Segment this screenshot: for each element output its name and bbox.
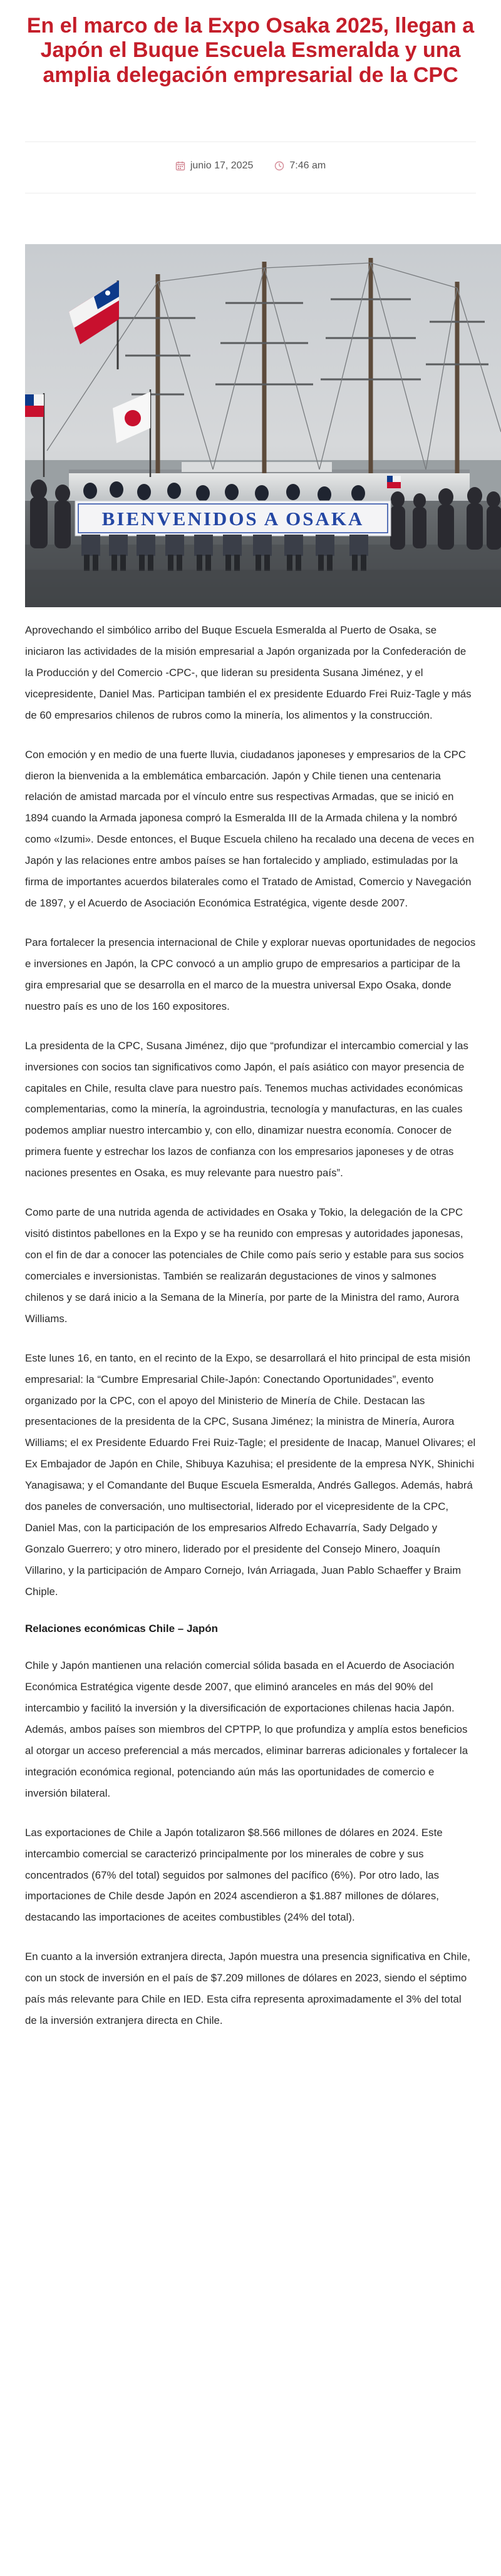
meta-divider-top: [25, 141, 476, 142]
time-meta: [274, 160, 326, 172]
welcome-banner: [75, 501, 391, 536]
time-text: 7:46 am: [289, 160, 326, 171]
section-heading: Relaciones económicas Chile – Japón: [25, 1622, 219, 1634]
paragraph-4: La presidenta de la CPC, Susana Jiménez, dijo que “profundizar el intercambio comercial y las inversiones con socios tan significativos como Japón, el país asiático con mayor presencia de capitales en Chile, resulta clave para nuestro país. Tenemos muchas actividades económicas complementarias, como la minería, la agroindustria, tecnología y manufacturas, en las cuales podemos ampliar nuestro intercambio y, con ello, dinamizar nuestra economía. Conocer de primera fuente y estrechar los lazos de confianza con los empresarios japoneses y de otras naciones presentes en Osaka, es muy relevante para nuestro país”.: [25, 1039, 468, 1179]
paragraph-8: Las exportaciones de Chile a Japón totalizaron $8.566 millones de dólares en 2024. Este intercambio comercial se caracterizó principalmente por los minerales de cobre y sus concentrados (67% del total) seguidos por salmones del pacífico (6%). Por otro lado, las importaciones de Chile desde Japón en 2024 ascendieron a $1.887 millones de dólares, destacando las importaciones de aceites combustibles (24% del total).: [25, 1826, 443, 1924]
article-meta: [25, 160, 476, 172]
chile-flag-right: [387, 476, 401, 488]
calendar-icon: [175, 161, 185, 171]
paragraph-6: Este lunes 16, en tanto, en el recinto de la Expo, se desarrollará el hito principal de esta misión empresarial: la “Cumbre Empresarial Chile-Japón: Conectando Oportunidades”, evento organizado por la CPC, con el apoyo del Ministerio de Minería de Chile. Destacan las presentaciones de la presidenta de la CPC, Susana Jiménez; la ministra de Minería, Aurora Williams; el ex Presidente Eduardo Frei Ruiz-Tagle; el presidente de Inacap, Manuel Olivares; el Ex Embajador de Japón en Chile, Shibuya Kazuhisa; el presidente de la empresa NYK, Shinichi Yanagisawa; y el Comandante del Buque Escuela Esmeralda, Andrés Gallegos. Además, habrá dos paneles de conversación, uno multisectorial, liderado por el vicepresidente de la CPC, Daniel Mas, con la participación de los empresarios Alfredo Echavarría, Sady Delgado y Gonzalo Guerrero; y otro minero, liderado por el presidente del Consejo Minero, Joaquín Villarino, y la participación de Amparo Cornejo, Iván Arriagada, Juan Pablo Schaeffer y Braim Chiple.: [25, 1352, 476, 1598]
paragraph-2: Con emoción y en medio de una fuerte lluvia, ciudadanos japoneses y empresarios de la CPC dieron la bienvenida a la emblemática embarcación. Japón y Chile tienen una centenaria relación de amistad marcada por el vínculo entre sus respectivas Armadas, que se inició en 1894 cuando la Armada japonesa compró la Esmeralda III de la Armada chilena y la nombró como «Izumi». Desde entonces, el Buque Escuela chileno ha recalado una decena de veces en Japón y las relaciones entre ambos países se han fortalecido y ampliado, estimuladas por la firma de importantes acuerdos bilaterales como el Tratado de Amistad, Comercio y Navegación de 1897, y el Acuerdo de Asociación Económica Estratégica, vigente desde 2007.: [25, 748, 475, 910]
paragraph-1: Aprovechando el simbólico arribo del Buque Escuela Esmeralda al Puerto de Osaka, se iniciaron las actividades de la misión empresarial a Japón organizada por la Confederación de la Producción y del Comercio -CPC-, que lideran su presidenta Susana Jiménez, y el vicepresidente, Daniel Mas. Participan también el ex presidente Eduardo Frei Ruiz-Tagle y más de 60 empresarios chilenos de rubros como la minería, los alimentos y la construcción.: [25, 624, 472, 721]
paragraph-5: Como parte de una nutrida agenda de actividades en Osaka y Tokio, la delegación de la CPC visitó distintos pabellones en la Expo y se ha reunido con empresas y autoridades japonesas, con el fin de dar a conocer las potenciales de Chile como país serio y estable para sus socios comerciales e inversionistas. También se realizarán degustaciones de vinos y salmones chilenos y se dará inicio a la Semana de la Minería, por parte de la Ministra del ramo, Aurora Williams.: [25, 1206, 464, 1325]
banner-text: BIENVENIDOS A OSAKA: [101, 508, 364, 530]
article-title: En el marco de la Expo Osaka 2025, llegan a Japón el Buque Escuela Esmeralda y una amplia delegación empresarial de la CPC: [26, 14, 475, 87]
clock-icon: [274, 161, 284, 171]
hero-image: [25, 244, 501, 607]
article-body: [25, 620, 476, 2050]
date-link[interactable]: junio 17, 2025: [190, 160, 254, 171]
date-meta: [175, 160, 254, 172]
paragraph-7: Chile y Japón mantienen una relación comercial sólida basada en el Acuerdo de Asociación Económica Estratégica vigente desde 2007, que eliminó aranceles en más del 90% del intercambio y facilitó la inversión y la diversificación de exportaciones chilenas hacia Japón. Además, ambos países son miembros del CPTPP, lo que profundiza y amplía estos beneficios al otorgar un acceso preferencial a más mercados, eliminar barreras adicionales y fortalecer la integración económica regional, potenciando aún más las oportunidades de comercio e inversión bilateral.: [25, 1660, 468, 1799]
paragraph-9: En cuanto a la inversión extranjera directa, Japón muestra una presencia significativa en Chile, con un stock de inversión en el país de $7.209 millones de dólares en 2023, siendo el séptimo país más relevante para Chile en IED. Esta cifra representa aproximadamente el 3% del total de la inversión extranjera directa en Chile.: [25, 1951, 470, 2027]
paragraph-3: Para fortalecer la presencia internacional de Chile y explorar nuevas oportunidades de negocios e inversiones en Japón, la CPC convocó a un amplio grupo de empresarios a participar de la gira empresarial que se desarrolla en el marco de la muestra universal Expo Osaka, donde nuestro país es uno de los 160 expositores.: [25, 936, 476, 1012]
